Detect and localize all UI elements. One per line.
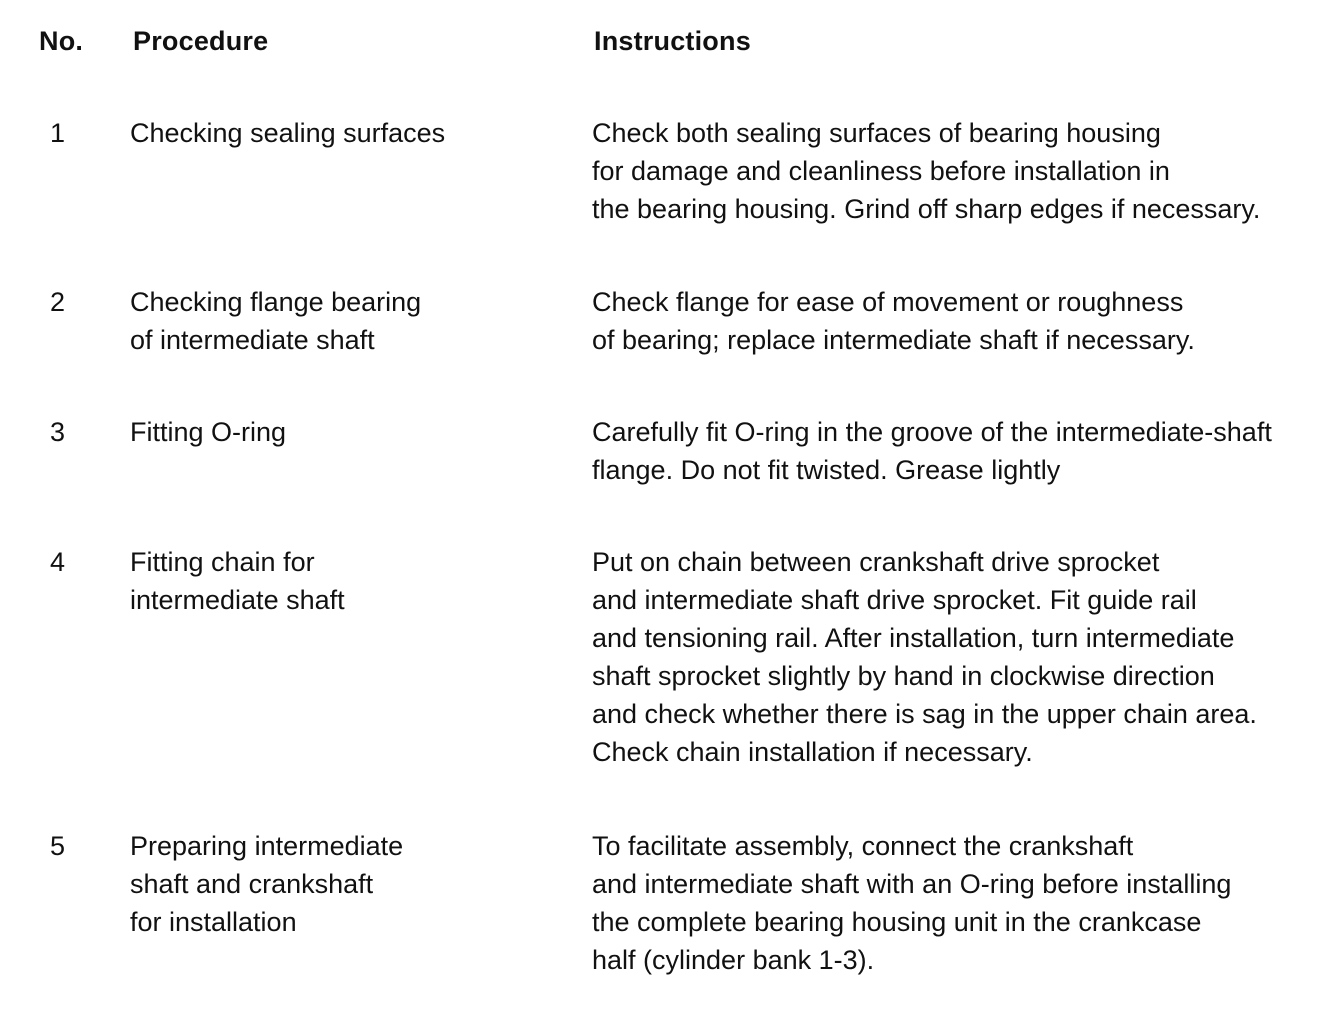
step-number: 1 bbox=[50, 118, 66, 148]
instruction-text: Carefully fit O-ring in the groove of the intermediate-shaft flange. Do not fit twisted. Grease lightly bbox=[592, 417, 1272, 485]
procedure-text: Preparing intermediate shaft and crankshaft for installation bbox=[130, 831, 404, 937]
procedure-text: Checking flange bearing of intermediate shaft bbox=[130, 287, 422, 355]
instruction-text: Check both sealing surfaces of bearing housing for damage and cleanliness before installation in the bearing housing. Grind off sharp edges if necessary. bbox=[592, 118, 1261, 224]
step-number: 5 bbox=[50, 831, 66, 861]
step-number: 2 bbox=[50, 287, 66, 317]
header-instructions: Instructions bbox=[594, 26, 751, 56]
header-no: No. bbox=[39, 26, 84, 56]
instruction-text: To facilitate assembly, connect the crankshaft and intermediate shaft with an O-ring before installing the complete bearing housing unit in the crankcase half (cylinder bank 1-3). bbox=[592, 831, 1232, 975]
step-number: 3 bbox=[50, 417, 66, 447]
step-number: 4 bbox=[50, 547, 66, 577]
procedure-text: Fitting O-ring bbox=[130, 417, 287, 447]
procedure-text: Checking sealing surfaces bbox=[130, 118, 446, 148]
header-procedure: Procedure bbox=[133, 26, 269, 56]
procedure-text: Fitting chain for intermediate shaft bbox=[130, 547, 345, 615]
instruction-text: Check flange for ease of movement or roughness of bearing; replace intermediate shaft if necessary. bbox=[592, 287, 1195, 355]
instruction-text: Put on chain between crankshaft drive sprocket and intermediate shaft drive sprocket. Fit guide rail and tensioning rail. After installation, turn intermediate shaft sprocket slightly by hand in clockwise direction and check whether there is sag in the upper chain area. Check chain installation if necessary. bbox=[592, 547, 1257, 767]
